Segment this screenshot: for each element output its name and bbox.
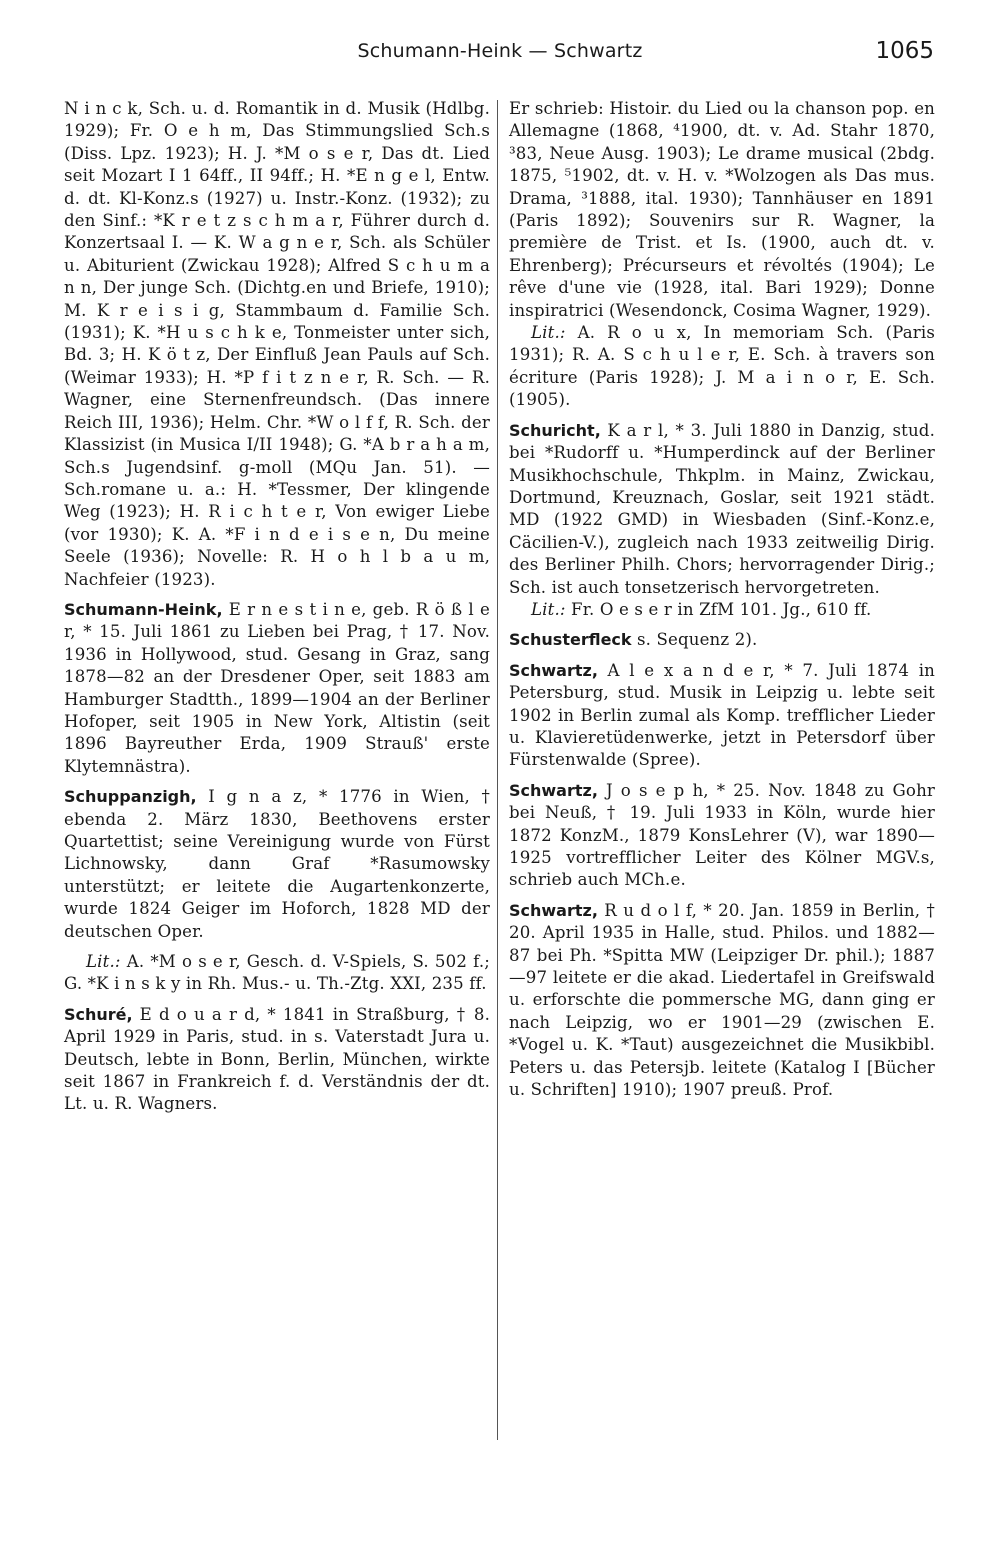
entry-text: J o s e p h, * 25. Nov. 1848 zu Gohr bei Neuß, † 19. Juli 1933 in Köln, wurde hier 1872 KonzM., 1879 KonsLehrer (V), war 1890—1925 vortrefflicher Leiter des Kölner MGV.s, schrieb auch MCh.e. — [509, 780, 935, 890]
page-header — [66, 38, 934, 78]
lit-label: Lit.: — [531, 323, 566, 343]
headword: Schusterfleck — [509, 630, 632, 650]
left-column — [64, 98, 490, 1124]
headword: Schuré, — [64, 1004, 133, 1024]
right-column — [509, 98, 935, 1109]
page-number: 1065 — [875, 38, 934, 64]
headword: Schwartz, — [509, 780, 598, 800]
entry-schure — [64, 1004, 490, 1116]
running-title: Schumann-Heink — Schwartz — [357, 40, 643, 62]
headword: Schuppanzigh, — [64, 787, 197, 807]
entry-schwartz-rudolf — [509, 900, 935, 1102]
headword: Schumann-Heink, — [64, 599, 223, 619]
entry-text: I g n a z, * 1776 in Wien, † ebenda 2. März 1830, Beethovens erster Quartettist; seine Vereinigung wurde von Fürst Lichnowsky, dann Graf *Rasumowsky unterstützt; er leitete die Augartenkonzerte, wurde 1824 Geiger im Hoforch, 1828 MD der deutschen Oper. — [64, 787, 490, 941]
lit-label: Lit.: — [86, 952, 121, 972]
entry-text: K a r l, * 3. Juli 1880 in Danzig, stud. bei *Rudorff u. *Humperdinck auf der Berliner Musikhochschule, Thkplm. in Mainz, Zwickau, Dortmund, Kreuznach, Goslar, seit 1921 städt. MD (1922 GMD) in Wiesbaden (Sinf.-Konz.e, Cäcilien-V.), zugleich nach 1933 zeitweilig Dirig. des Berliner Philh. Chors; hervorragender Dirig.; Sch. ist auch tonsetzerisch hervorgetreten. — [509, 420, 935, 597]
lit-label: Lit.: — [531, 599, 566, 619]
entry-text: A l e x a n d e r, * 7. Juli 1874 in Petersburg, stud. Musik in Leipzig u. lebte seit 1902 in Berlin zumal als Komp. trefflicher Lieder u. Klavieretüdenwerke, jetzt in Petersdorf über Fürstenwalde (Spree). — [509, 660, 935, 770]
entry-schwartz-alexander — [509, 660, 935, 772]
literature-note — [64, 951, 490, 996]
column-divider — [497, 100, 498, 1440]
headword: Schwartz, — [509, 900, 598, 920]
entry-schusterfleck — [509, 629, 935, 651]
literature-note — [509, 599, 935, 621]
lit-text: A. R o u x, In memoriam Sch. (Paris 1931); R. A. S c h u l e r, E. Sch. à travers son écriture (Paris 1928); J. M a i n o r, E. Sch. (1905). — [509, 323, 935, 410]
literature-note — [509, 322, 935, 412]
headword: Schuricht, — [509, 420, 601, 440]
entry-schuppanzigh — [64, 786, 490, 943]
entry-schwartz-joseph — [509, 780, 935, 892]
entry-text: E d o u a r d, * 1841 in Straßburg, † 8. April 1929 in Paris, stud. in s. Vaterstadt Jura u. Deutsch, lebte in Bonn, Berlin, München, wirkte seit 1867 in Frankreich f. d. Verständnis der dt. Lt. u. R. Wagners. — [64, 1004, 490, 1114]
continuation-text: Er schrieb: Histoir. du Lied ou la chanson pop. en Allemagne (1868, ⁴1900, dt. v. Ad. Stahr 1870, ³83, Neue Ausg. 1903); Le drame musical (2bdg. 1875, ⁵1902, dt. v. H. v. *Wolzogen als Das mus. Drama, ³1888, ital. 1930); Tannhäuser en 1891 (Paris 1892); Souvenirs sur R. Wagner, la première de Trist. et Is. (1900, auch dt. v. Ehrenberg); Précurseurs et révoltés (1904); Le rêve d'une vie (1928, ital. Bari 1929); Donne inspiratrici (Wesendonck, Cosima Wagner, 1929). — [509, 99, 935, 320]
headword: Schwartz, — [509, 660, 598, 680]
entry-schumann-heink — [64, 599, 490, 778]
entry-text: s. Sequenz 2). — [631, 630, 758, 650]
continuation-text: N i n c k, Sch. u. d. Romantik in d. Musik (Hdlbg. 1929); Fr. O e h m, Das Stimmungslied Sch.s (Diss. Lpz. 1923); H. J. *M o s e r, Das dt. Lied seit Mozart I 1 64ff., II 94ff.; H. *E n g e l, Entw. d. dt. Kl-Konz.s (1927) u. Instr.-Konz. (1932); zu den Sinf.: *K r e t z s c h m a r, Führer durch d. Konzertsaal I. — K. W a g n e r, Sch. als Schüler u. Abiturient (Zwickau 1928); Alfred S c h u m a n n, Der junge Sch. (Dichtg.en und Briefe, 1910); M. K r e i s i g, Stammbaum d. Familie Sch. (1931); K. *H u s c h k e, Tonmeister unter sich, Bd. 3; H. K ö t z, Der Einfluß Jean Pauls auf Sch. (Weimar 1933); H. *P f i t z n e r, R. Sch. — R. Wagner, eine Sternenfreundsch. (Das innere Reich III, 1936); Helm. Chr. *W o l f f, R. Sch. der Klassizist (in Musica I/II 1948); G. *A b r a h a m, Sch.s Jugendsinf. g-moll (MQu Jan. 51). — Sch.romane u. a.: H. *Tessmer, Der klingende Weg (1923); H. R i c h t e r, Von ewiger Liebe (vor 1930); K. A. *F i n d e i s e n, Du meine Seele (1936); Novelle: R. H o h l b a u m, Nachfeier (1923). — [64, 99, 490, 589]
entry-text: E r n e s t i n e, geb. R ö ß l e r, * 15. Juli 1861 zu Lieben bei Prag, † 17. Nov. 1936 in Hollywood, stud. Gesang in Graz, sang 1878—82 an der Dresdener Oper, seit 1883 am Hamburger Stadtth., 1899—1904 an der Berliner Hofoper, seit 1905 in New York, Altistin (seit 1896 Bayreuther Erda, 1909 Strauß' erste Klytemnästra). — [64, 599, 490, 776]
lit-text: A. *M o s e r, Gesch. d. V-Spiels, S. 502 f.; G. *K i n s k y in Rh. Mus.- u. Th.-Ztg. XXI, 235 ff. — [64, 952, 490, 994]
entry-schuricht — [509, 420, 935, 599]
entry-text: R u d o l f, * 20. Jan. 1859 in Berlin, † 20. April 1935 in Halle, stud. Philos. und 1882—87 bei Ph. *Spitta MW (Leipziger Dr. phil.); 1887—97 leitete er die akad. Liedertafel in Greifswald u. erforschte die pommersche MG, dann ging er nach Leipzig, wo er 1901—29 (zwischen E. *Vogel u. K. *Taut) ausgezeichnet die Musikbibl. Peters u. das Petersjb. leitete (Katalog I [Bücher u. Schriften] 1910); 1907 preuß. Prof. — [509, 900, 935, 1100]
lit-text: Fr. O e s e r in ZfM 101. Jg., 610 ff. — [565, 599, 872, 619]
